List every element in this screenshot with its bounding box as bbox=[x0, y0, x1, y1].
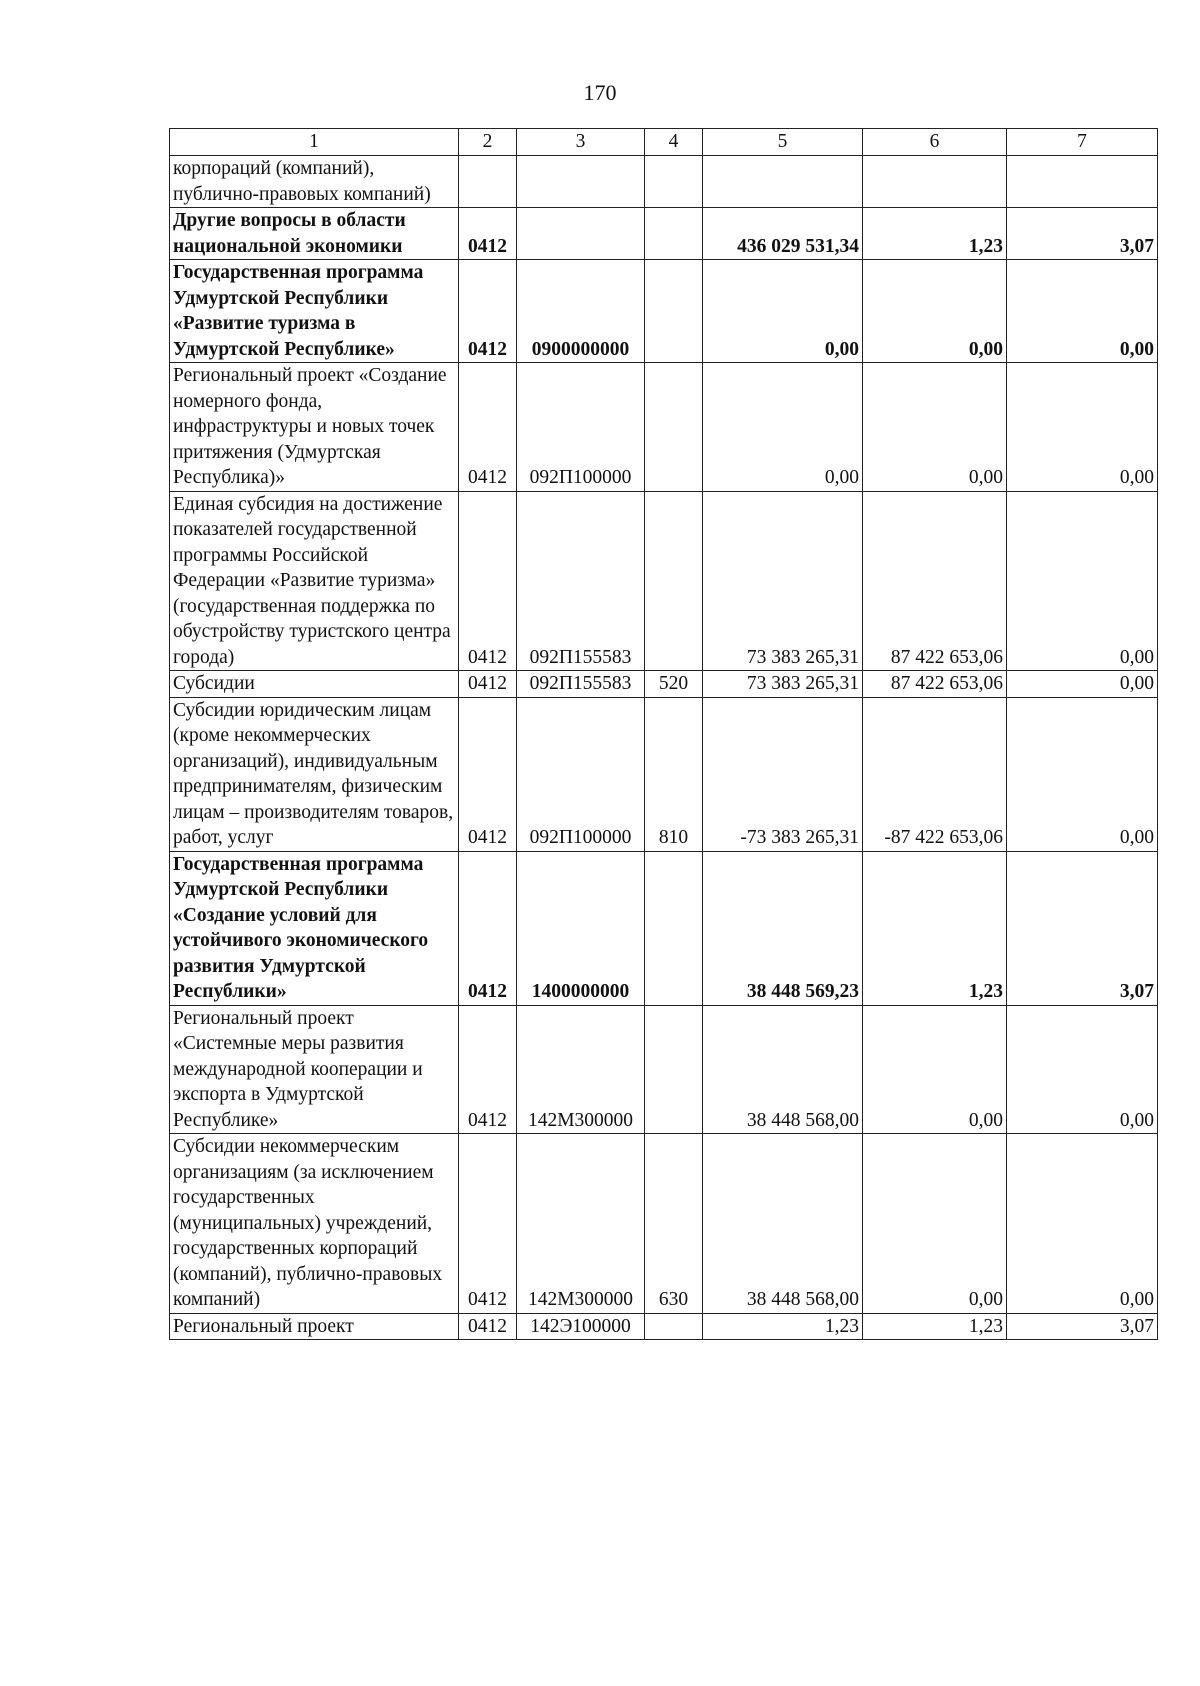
target-article-cell: 1400000000 bbox=[517, 851, 645, 1005]
amount-col6-cell: 1,23 bbox=[863, 208, 1007, 260]
amount-col7-cell: 0,00 bbox=[1007, 1134, 1158, 1314]
column-header: 1 bbox=[170, 129, 459, 156]
table-row bbox=[170, 671, 1158, 698]
table-row bbox=[170, 1313, 1158, 1340]
amount-col6-cell: 0,00 bbox=[863, 1005, 1007, 1134]
item-name-cell: Региональный проект «Создание номерного фонда, инфраструктуры и новых точек притяжения (Удмуртская Республика)» bbox=[170, 363, 459, 492]
expense-type-cell bbox=[645, 851, 703, 1005]
section-code-cell: 0412 bbox=[459, 1005, 517, 1134]
item-name-cell: Субсидии некоммерческим организациям (за исключением государственных (муниципальных) учреждений, государственных корпораций (компаний), публично-правовых компаний) bbox=[170, 1134, 459, 1314]
section-code-cell: 0412 bbox=[459, 1313, 517, 1340]
item-name-cell: Другие вопросы в области национальной экономики bbox=[170, 208, 459, 260]
amount-col5-cell: 0,00 bbox=[703, 260, 863, 363]
table-row bbox=[170, 491, 1158, 671]
expense-type-cell bbox=[645, 363, 703, 492]
table-row bbox=[170, 260, 1158, 363]
amount-col7-cell bbox=[1007, 156, 1158, 208]
header-row bbox=[170, 129, 1158, 156]
amount-col6-cell: 0,00 bbox=[863, 1134, 1007, 1314]
expense-type-cell bbox=[645, 208, 703, 260]
target-article-cell: 0900000000 bbox=[517, 260, 645, 363]
amount-col6-cell: 1,23 bbox=[863, 1313, 1007, 1340]
amount-col7-cell: 0,00 bbox=[1007, 671, 1158, 698]
amount-col5-cell: 73 383 265,31 bbox=[703, 671, 863, 698]
expense-type-cell: 810 bbox=[645, 697, 703, 851]
expense-type-cell: 520 bbox=[645, 671, 703, 698]
section-code-cell: 0412 bbox=[459, 697, 517, 851]
expense-type-cell bbox=[645, 491, 703, 671]
column-header: 3 bbox=[517, 129, 645, 156]
page-number: 170 bbox=[583, 80, 617, 105]
column-header: 6 bbox=[863, 129, 1007, 156]
amount-col7-cell: 0,00 bbox=[1007, 260, 1158, 363]
target-article-cell: 092П155583 bbox=[517, 491, 645, 671]
target-article-cell: 092П100000 bbox=[517, 697, 645, 851]
table-row bbox=[170, 1134, 1158, 1314]
table-row bbox=[170, 363, 1158, 492]
amount-col5-cell: 38 448 569,23 bbox=[703, 851, 863, 1005]
target-article-cell bbox=[517, 156, 645, 208]
expense-type-cell bbox=[645, 1313, 703, 1340]
amount-col6-cell: 87 422 653,06 bbox=[863, 491, 1007, 671]
table-row bbox=[170, 156, 1158, 208]
amount-col7-cell: 0,00 bbox=[1007, 1005, 1158, 1134]
item-name-cell: Государственная программа Удмуртской Республики «Развитие туризма в Удмуртской Республике» bbox=[170, 260, 459, 363]
target-article-cell bbox=[517, 208, 645, 260]
table-row bbox=[170, 851, 1158, 1005]
amount-col7-cell: 3,07 bbox=[1007, 851, 1158, 1005]
amount-col5-cell: 1,23 bbox=[703, 1313, 863, 1340]
amount-col6-cell: 1,23 bbox=[863, 851, 1007, 1005]
section-code-cell: 0412 bbox=[459, 671, 517, 698]
target-article-cell: 142Э100000 bbox=[517, 1313, 645, 1340]
section-code-cell: 0412 bbox=[459, 851, 517, 1005]
expense-type-cell: 630 bbox=[645, 1134, 703, 1314]
column-header: 7 bbox=[1007, 129, 1158, 156]
budget-table bbox=[169, 128, 1158, 1340]
target-article-cell: 092П155583 bbox=[517, 671, 645, 698]
section-code-cell: 0412 bbox=[459, 363, 517, 492]
target-article-cell: 142М300000 bbox=[517, 1134, 645, 1314]
target-article-cell: 142М300000 bbox=[517, 1005, 645, 1134]
amount-col6-cell: 0,00 bbox=[863, 260, 1007, 363]
column-header: 5 bbox=[703, 129, 863, 156]
section-code-cell: 0412 bbox=[459, 491, 517, 671]
item-name-cell: корпораций (компаний), публично-правовых компаний) bbox=[170, 156, 459, 208]
amount-col5-cell: 436 029 531,34 bbox=[703, 208, 863, 260]
amount-col6-cell: -87 422 653,06 bbox=[863, 697, 1007, 851]
amount-col7-cell: 0,00 bbox=[1007, 697, 1158, 851]
amount-col7-cell: 3,07 bbox=[1007, 208, 1158, 260]
section-code-cell: 0412 bbox=[459, 260, 517, 363]
column-header: 4 bbox=[645, 129, 703, 156]
expense-type-cell bbox=[645, 1005, 703, 1134]
table-row bbox=[170, 208, 1158, 260]
amount-col6-cell: 0,00 bbox=[863, 363, 1007, 492]
table-row bbox=[170, 1005, 1158, 1134]
target-article-cell: 092П100000 bbox=[517, 363, 645, 492]
amount-col5-cell: 38 448 568,00 bbox=[703, 1134, 863, 1314]
item-name-cell: Единая субсидия на достижение показателей государственной программы Российской Федерации «Развитие туризма» (государственная поддержка по обустройству туристского центра города) bbox=[170, 491, 459, 671]
item-name-cell: Субсидии bbox=[170, 671, 459, 698]
section-code-cell: 0412 bbox=[459, 208, 517, 260]
amount-col5-cell: 38 448 568,00 bbox=[703, 1005, 863, 1134]
expense-type-cell bbox=[645, 156, 703, 208]
amount-col5-cell: 0,00 bbox=[703, 363, 863, 492]
column-header: 2 bbox=[459, 129, 517, 156]
item-name-cell: Региональный проект bbox=[170, 1313, 459, 1340]
amount-col5-cell bbox=[703, 156, 863, 208]
amount-col7-cell: 0,00 bbox=[1007, 491, 1158, 671]
amount-col5-cell: 73 383 265,31 bbox=[703, 491, 863, 671]
amount-col6-cell bbox=[863, 156, 1007, 208]
section-code-cell: 0412 bbox=[459, 1134, 517, 1314]
item-name-cell: Государственная программа Удмуртской Республики «Создание условий для устойчивого экономического развития Удмуртской Республики» bbox=[170, 851, 459, 1005]
amount-col7-cell: 0,00 bbox=[1007, 363, 1158, 492]
table-row bbox=[170, 697, 1158, 851]
amount-col5-cell: -73 383 265,31 bbox=[703, 697, 863, 851]
item-name-cell: Субсидии юридическим лицам (кроме некоммерческих организаций), индивидуальным предпринимателям, физическим лицам – производителям товаров, работ, услуг bbox=[170, 697, 459, 851]
amount-col7-cell: 3,07 bbox=[1007, 1313, 1158, 1340]
item-name-cell: Региональный проект «Системные меры развития международной кооперации и экспорта в Удмуртской Республике» bbox=[170, 1005, 459, 1134]
expense-type-cell bbox=[645, 260, 703, 363]
section-code-cell bbox=[459, 156, 517, 208]
amount-col6-cell: 87 422 653,06 bbox=[863, 671, 1007, 698]
